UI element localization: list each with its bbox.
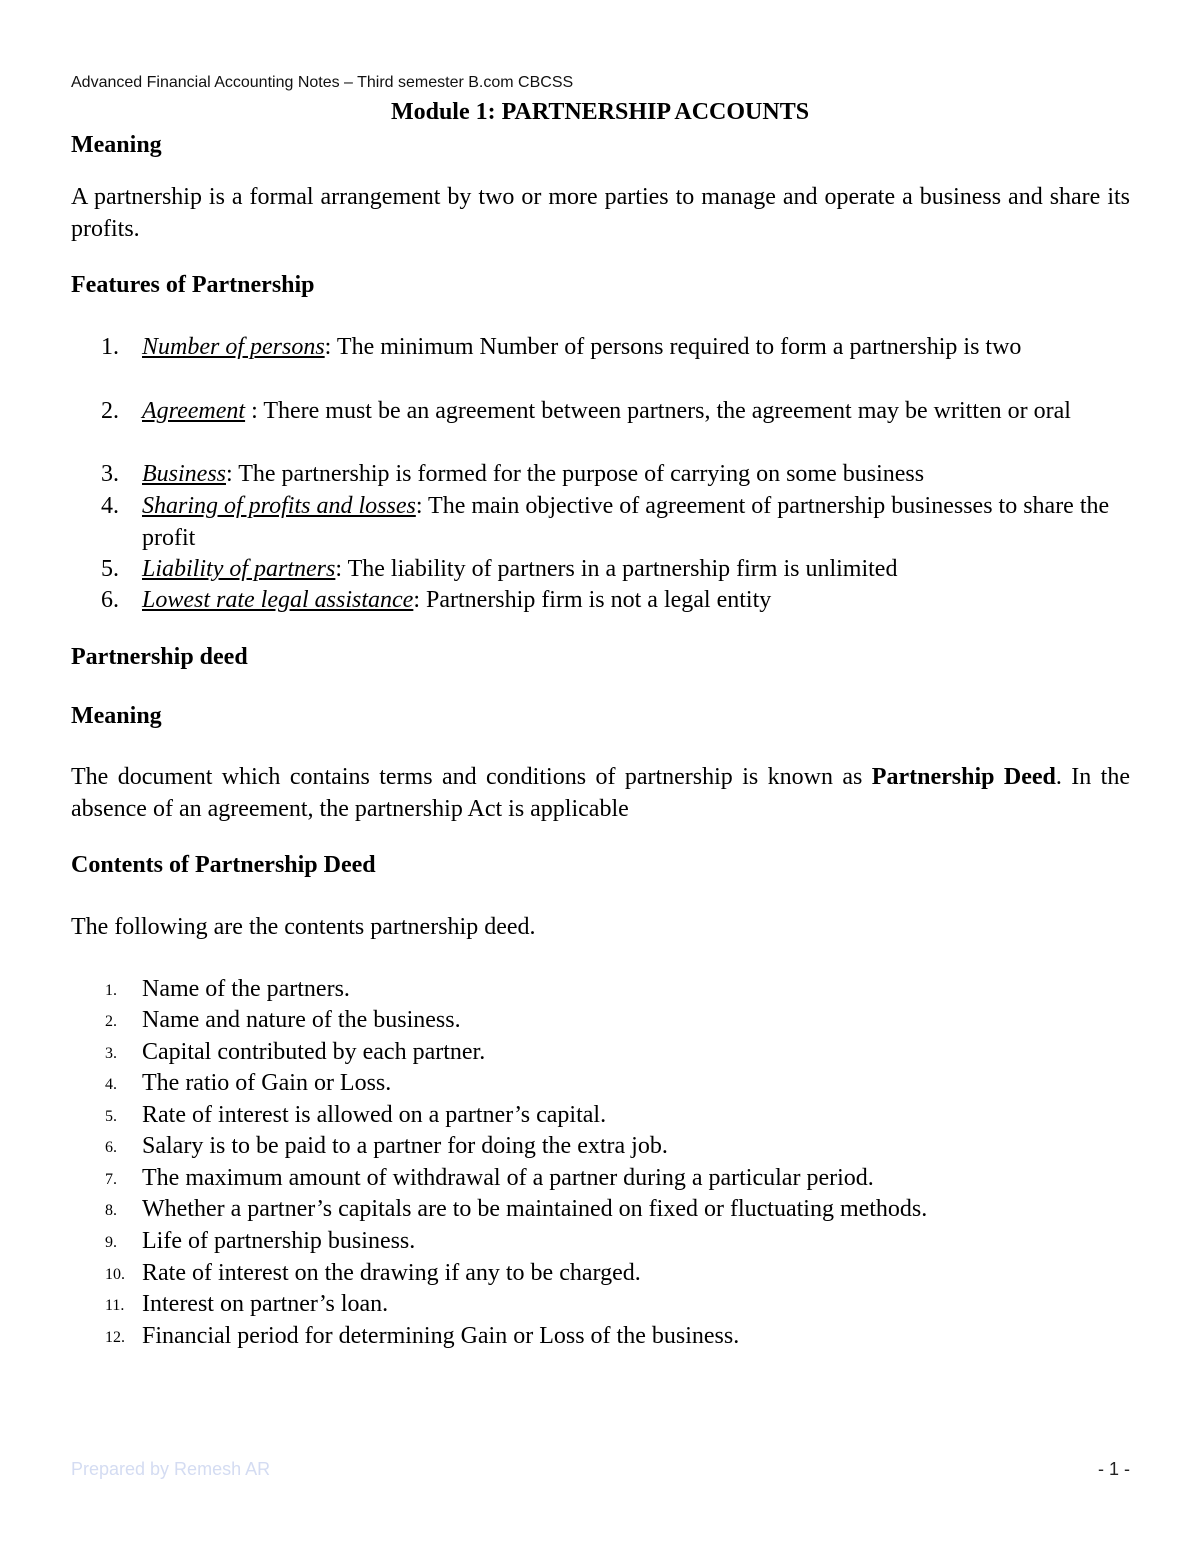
feature-text: The minimum Number of persons required to form a partnership is two [336,334,1022,360]
feature-text: The partnership is formed for the purpose of carrying on some business [238,461,925,487]
contents-text: Capital contributed by each partner. [142,1039,486,1065]
deed-heading: Partnership deed [71,644,248,670]
feature-item [71,584,1130,616]
deed-text-end: . In the absence of an agreement, the partnership Act is applicable [71,764,1130,822]
feature-separator: : [226,461,239,487]
list-number: 2. [101,398,119,424]
feature-separator: : [413,587,426,613]
meaning-heading: Meaning [71,132,162,158]
list-number: 12. [105,1329,125,1346]
list-number: 1. [105,982,117,999]
contents-text: Salary is to be paid to a partner for doing the extra job. [142,1133,668,1159]
list-number: 10. [105,1266,125,1283]
footer-author: Prepared by Remesh AR [71,1459,271,1479]
feature-label: Sharing of profits and losses [142,493,416,519]
contents-intro: The following are the contents partnership deed. [71,914,536,940]
list-number: 5. [105,1108,117,1125]
feature-item [71,490,1130,554]
page-title: Module 1: PARTNERSHIP ACCOUNTS [390,99,810,125]
contents-item [71,1004,1130,1036]
contents-item [71,1130,1130,1162]
list-number: 8. [105,1202,117,1219]
deed-paragraph [71,761,1130,825]
contents-item [71,1099,1130,1131]
contents-item [71,973,1130,1005]
feature-label: Liability of partners [142,556,336,582]
feature-separator: : [245,398,264,424]
feature-separator: : [324,334,337,360]
feature-separator: : [415,493,429,519]
contents-text: Whether a partner’s capitals are to be maintained on fixed or fluctuating methods. [142,1196,928,1222]
list-number: 11. [105,1297,125,1314]
feature-text: The main objective of agreement of partnership businesses to share the profit [142,493,1110,551]
feature-label: Number of persons [142,334,325,360]
list-number: 3. [101,461,119,487]
feature-label: Lowest rate legal assistance [142,587,414,613]
list-number: 6. [105,1139,117,1156]
list-number: 6. [101,587,119,613]
deed-text-start: The document which contains terms and conditions of partnership is known as [71,764,872,790]
feature-item [71,458,1130,490]
contents-text: Rate of interest on the drawing if any to be charged. [142,1260,641,1286]
list-number: 4. [101,493,119,519]
list-number: 7. [105,1171,117,1188]
feature-label: Agreement [142,398,246,424]
features-heading: Features of Partnership [71,272,315,298]
feature-text: There must be an agreement between partners, the agreement may be written or oral [263,398,1071,424]
list-number: 5. [101,556,119,582]
feature-text: The liability of partners in a partnership firm is unlimited [347,556,898,582]
page-number: - 1 - [1097,1459,1130,1479]
contents-text: Interest on partner’s loan. [142,1291,389,1317]
contents-text: Life of partnership business. [142,1228,416,1254]
deed-bold-term: Partnership Deed [871,764,1056,790]
contents-heading: Contents of Partnership Deed [71,852,376,878]
list-number: 2. [105,1013,117,1030]
contents-text: The ratio of Gain or Loss. [142,1070,392,1096]
feature-text: Partnership firm is not a legal entity [426,587,772,613]
page-header: Advanced Financial Accounting Notes – Third semester B.com CBCSS [71,74,574,91]
feature-item [71,395,1130,427]
contents-item [71,1225,1130,1257]
feature-item [71,553,1130,585]
contents-item [71,1257,1130,1289]
contents-item [71,1162,1130,1194]
list-number: 4. [105,1076,117,1093]
contents-text: Rate of interest is allowed on a partner’s capital. [142,1102,607,1128]
list-number: 1. [101,334,119,360]
meaning-paragraph: A partnership is a formal arrangement by two or more parties to manage and operate a business and share its profits. [71,184,1130,242]
contents-text: Financial period for determining Gain or Loss of the business. [142,1323,740,1349]
list-number: 9. [105,1234,117,1251]
contents-item [71,1193,1130,1225]
feature-item [71,331,1130,363]
contents-text: The maximum amount of withdrawal of a partner during a particular period. [142,1165,874,1191]
contents-text: Name and nature of the business. [142,1007,461,1033]
deed-meaning-heading: Meaning [71,703,162,729]
contents-text: Name of the partners. [142,976,350,1002]
list-number: 3. [105,1045,117,1062]
contents-item [71,1320,1130,1352]
feature-separator: : [335,556,348,582]
feature-label: Business [142,461,226,487]
contents-item [71,1036,1130,1068]
contents-item [71,1288,1130,1320]
contents-item [71,1067,1130,1099]
